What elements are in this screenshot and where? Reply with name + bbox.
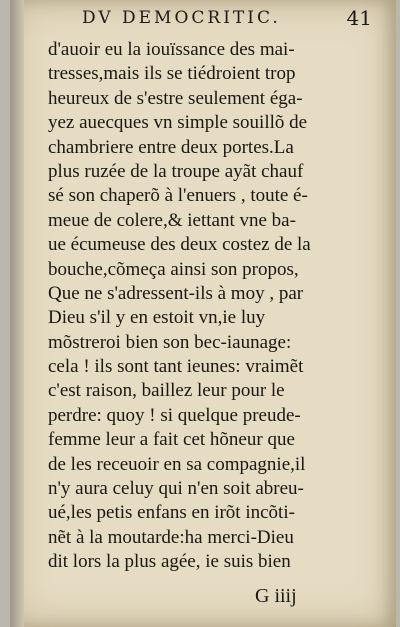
text-line: yez auecques vn simple souillõ de	[48, 112, 308, 134]
text-line: plus ruzée de la troupe ayãt chauf	[48, 160, 304, 182]
text-line: femme leur a fait cet hõneur que	[48, 429, 295, 451]
text-line: chambriere entre deux portes.La	[48, 136, 294, 158]
page-header	[82, 6, 372, 32]
text-line: cela ! ils sont tant ieunes: vraimẽt	[48, 356, 304, 378]
page-number: 41	[346, 6, 372, 30]
text-line: ué,les petis enfans en irõt incõti-	[48, 502, 295, 524]
text-line: nẽt à la moutarde:ha merci-Dieu	[48, 526, 294, 548]
book-page	[10, 0, 396, 627]
signature-mark: G iiij	[255, 585, 297, 607]
text-line: Dieu s'il y en estoit vn,ie luy	[48, 307, 266, 329]
text-line: meue de colere,& iettant vne ba-	[48, 209, 296, 231]
running-head: DV DEMOCRITIC.	[82, 8, 281, 28]
text-line: perdre: quoy ! si quelque preude-	[48, 404, 301, 426]
text-line: c'est raison, baillez leur pour le	[48, 380, 285, 402]
text-line: de les receuoir en sa compagnie,il	[48, 453, 306, 475]
text-line: n'y aura celuy qui n'en soit abreu-	[48, 478, 304, 500]
text-line: tresses,mais ils se tiédroient trop	[48, 63, 296, 85]
text-line: heureux de s'estre seulement éga-	[48, 87, 303, 109]
page-gutter	[10, 0, 24, 627]
text-line: Que ne s'adressent-ils à moy , par	[48, 282, 304, 304]
text-line: mõstreroi bien son bec-iaunage:	[48, 331, 292, 353]
body-text	[48, 38, 362, 575]
text-line: d'auoir eu la iouïssance des mai-	[48, 39, 295, 60]
text-line: dit lors la plus agée, ie suis bien	[48, 551, 291, 573]
text-line: sé son chaperõ à l'enuers , toute é-	[48, 185, 308, 207]
text-line: ue écumeuse des deux costez de la	[48, 234, 311, 256]
text-line: bouche,cõmeça ainsi son propos,	[48, 258, 299, 280]
